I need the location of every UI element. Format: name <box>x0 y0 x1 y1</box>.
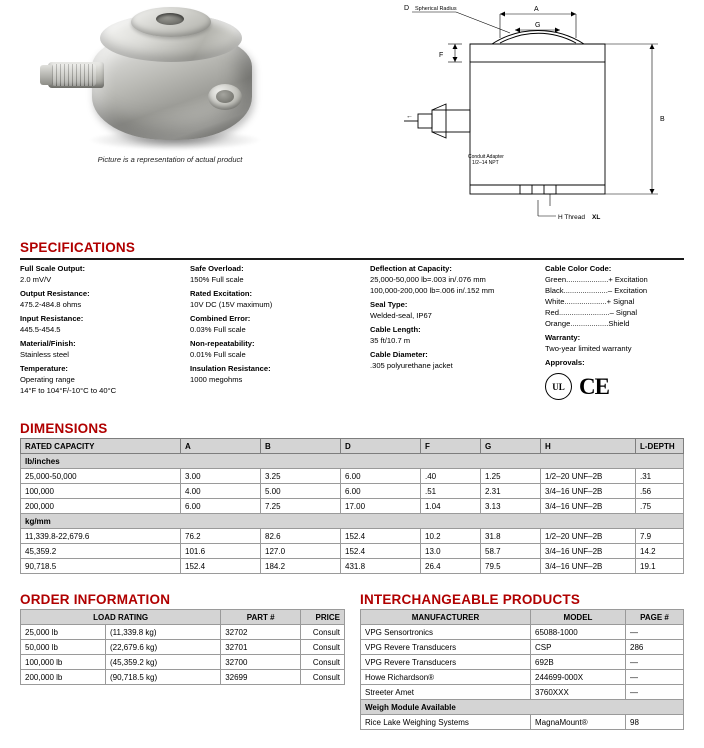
dimensions-unit-row-lb: lb/inches <box>21 454 684 469</box>
dim-col-rated-capacity: RATED CAPACITY <box>21 439 181 454</box>
photo-caption: Picture is a representation of actual product <box>97 155 243 164</box>
interchangeable-products-table <box>360 609 684 730</box>
interchangeable-header-row <box>361 610 684 625</box>
table-row: 100,000 4.00 5.00 6.00 .51 2.31 3/4–16 UNF–2B .56 <box>21 484 684 499</box>
product-photo <box>0 0 352 232</box>
dim-col-l-depth: L-DEPTH <box>636 439 684 454</box>
label-d: D <box>404 5 410 12</box>
conduit-threads <box>52 64 96 86</box>
cable-color-orange: Orange .................. Shield <box>545 319 630 328</box>
dim-col-d: D <box>341 439 421 454</box>
order-col-part: PART # <box>221 610 301 625</box>
label-xl: XL <box>592 214 601 221</box>
product-imagery <box>0 0 704 232</box>
table-row: 100,000 lb (45,359.2 kg) 32700 Consult <box>21 655 345 670</box>
spec-cable-diameter: Cable Diameter: .305 polyurethane jacket <box>370 350 453 370</box>
spec-rated-excitation: Rated Excitation: 10V DC (15V maximum) <box>190 289 273 309</box>
order-header-row <box>21 610 345 625</box>
spec-approvals: Approvals: UL CE <box>545 357 695 400</box>
dim-col-a: A <box>181 439 261 454</box>
label-conduit-2: 1/2–14 NPT <box>472 160 499 166</box>
ul-mark-icon: UL <box>545 373 572 400</box>
label-f: F <box>439 52 444 59</box>
inter-col-manufacturer: MANUFACTURER <box>361 610 531 625</box>
table-row: 200,000 lb (90,718.5 kg) 32699 Consult <box>21 670 345 685</box>
spec-safe-overload: Safe Overload: 150% Full scale <box>190 264 244 284</box>
spec-deflection-at-capacity: Deflection at Capacity: 25,000-50,000 lb=.003 in/.076 mm 100,000-200,000 lb=.006 in/.152 mm <box>370 264 495 295</box>
load-cell-center-hole <box>156 13 184 25</box>
cable-color-green: Green .................... + Excitation <box>545 275 648 284</box>
spec-column-2 <box>190 263 370 403</box>
table-row: Howe Richardson® 244699-000X — <box>361 670 684 685</box>
label-d-note: Spherical Radius <box>415 6 457 12</box>
cable-color-black: Black ..................... – Excitation <box>545 286 648 295</box>
spec-cable-length: Cable Length: 35 ft/10.7 m <box>370 325 421 345</box>
ce-mark-icon: CE <box>579 374 609 399</box>
label-conduit-1: Conduit Adapter <box>468 154 504 160</box>
specifications-title: SPECIFICATIONS <box>20 240 136 255</box>
weigh-module-subheader-row: Weigh Module Available <box>361 700 684 715</box>
table-row: 50,000 lb (22,679.6 kg) 32701 Consult <box>21 640 345 655</box>
table-row: 25,000-50,000 3.00 3.25 6.00 .40 1.25 1/2–20 UNF–2B .31 <box>21 469 684 484</box>
table-row: VPG Sensortronics 65088-1000 — <box>361 625 684 640</box>
table-row: VPG Revere Transducers 692B — <box>361 655 684 670</box>
spec-warranty: Warranty: Two-year limited warranty <box>545 333 632 353</box>
spec-input-resistance: Input Resistance: 445.5-454.5 <box>20 314 84 334</box>
approval-badges <box>545 373 695 400</box>
dim-col-g: G <box>481 439 541 454</box>
dim-col-f: F <box>421 439 481 454</box>
dimensions-table <box>20 438 684 574</box>
cable-color-white: White .................... + Signal <box>545 297 635 306</box>
dimensions-header-row <box>21 439 684 454</box>
spec-output-resistance: Output Resistance: 475.2-484.8 ohms <box>20 289 90 309</box>
dim-col-b: B <box>261 439 341 454</box>
cable-color-red: Red ........................ – Signal <box>545 308 638 317</box>
spec-column-4 <box>545 263 695 403</box>
dimensions-title: DIMENSIONS <box>20 421 108 436</box>
label-g: G <box>535 22 541 29</box>
spec-full-scale-output: Full Scale Output: 2.0 mV/V <box>20 264 85 284</box>
dimension-drawing-svg <box>360 0 704 232</box>
load-cell-illustration <box>30 2 320 152</box>
label-h-thread: H Thread <box>558 214 585 221</box>
dimensions-unit-row-kg: kg/mm <box>21 514 684 529</box>
spec-cable-color-code: Cable Color Code: Green .................... + Excitation Black ..................... – Excitation White .................... + Signal Red ........................ – Signal Orange .................. Shield <box>545 263 695 329</box>
table-row: Rice Lake Weighing Systems MagnaMount® 98 <box>361 715 684 730</box>
inter-col-page: PAGE # <box>626 610 684 625</box>
spec-non-repeatability: Non-repeatability: 0.01% Full scale <box>190 339 255 359</box>
order-information-table <box>20 609 345 685</box>
table-row: 25,000 lb (11,339.8 kg) 32702 Consult <box>21 625 345 640</box>
table-row: 200,000 6.00 7.25 17.00 1.04 3.13 3/4–16 UNF–2B .75 <box>21 499 684 514</box>
table-row: VPG Revere Transducers CSP 286 <box>361 640 684 655</box>
table-row: 45,359.2 101.6 127.0 152.4 13.0 58.7 3/4–16 UNF–2B 14.2 <box>21 544 684 559</box>
spec-seal-type: Seal Type: Welded-seal, IP67 <box>370 300 432 320</box>
order-information-title: ORDER INFORMATION <box>20 592 171 607</box>
label-arrow: ← <box>406 113 413 120</box>
technical-drawing <box>360 0 704 232</box>
spec-temperature: Temperature: Operating range 14°F to 104°F/-10°C to 40°C <box>20 364 117 395</box>
label-a: A <box>534 6 539 13</box>
inter-col-model: MODEL <box>531 610 626 625</box>
spec-column-3 <box>370 263 545 403</box>
order-col-load-rating: LOAD RATING <box>21 610 221 625</box>
spec-insulation-resistance: Insulation Resistance: 1000 megohms <box>190 364 271 384</box>
side-boss-hole <box>216 90 234 103</box>
specifications-rule <box>20 258 684 260</box>
table-row: Streeter Amet 3760XXX — <box>361 685 684 700</box>
interchangeable-products-title: INTERCHANGEABLE PRODUCTS <box>360 592 581 607</box>
label-b: B <box>660 116 665 123</box>
table-row: 11,339.8-22,679.6 76.2 82.6 152.4 10.2 31.8 1/2–20 UNF–2B 7.9 <box>21 529 684 544</box>
spec-column-1 <box>20 263 190 403</box>
table-row: 90,718.5 152.4 184.2 431.8 26.4 79.5 3/4–16 UNF–2B 19.1 <box>21 559 684 574</box>
spec-material-finish: Material/Finish: Stainless steel <box>20 339 76 359</box>
spec-combined-error: Combined Error: 0.03% Full scale <box>190 314 251 334</box>
specifications-grid <box>20 263 688 403</box>
dim-col-h: H <box>541 439 636 454</box>
order-col-price: PRICE <box>301 610 345 625</box>
